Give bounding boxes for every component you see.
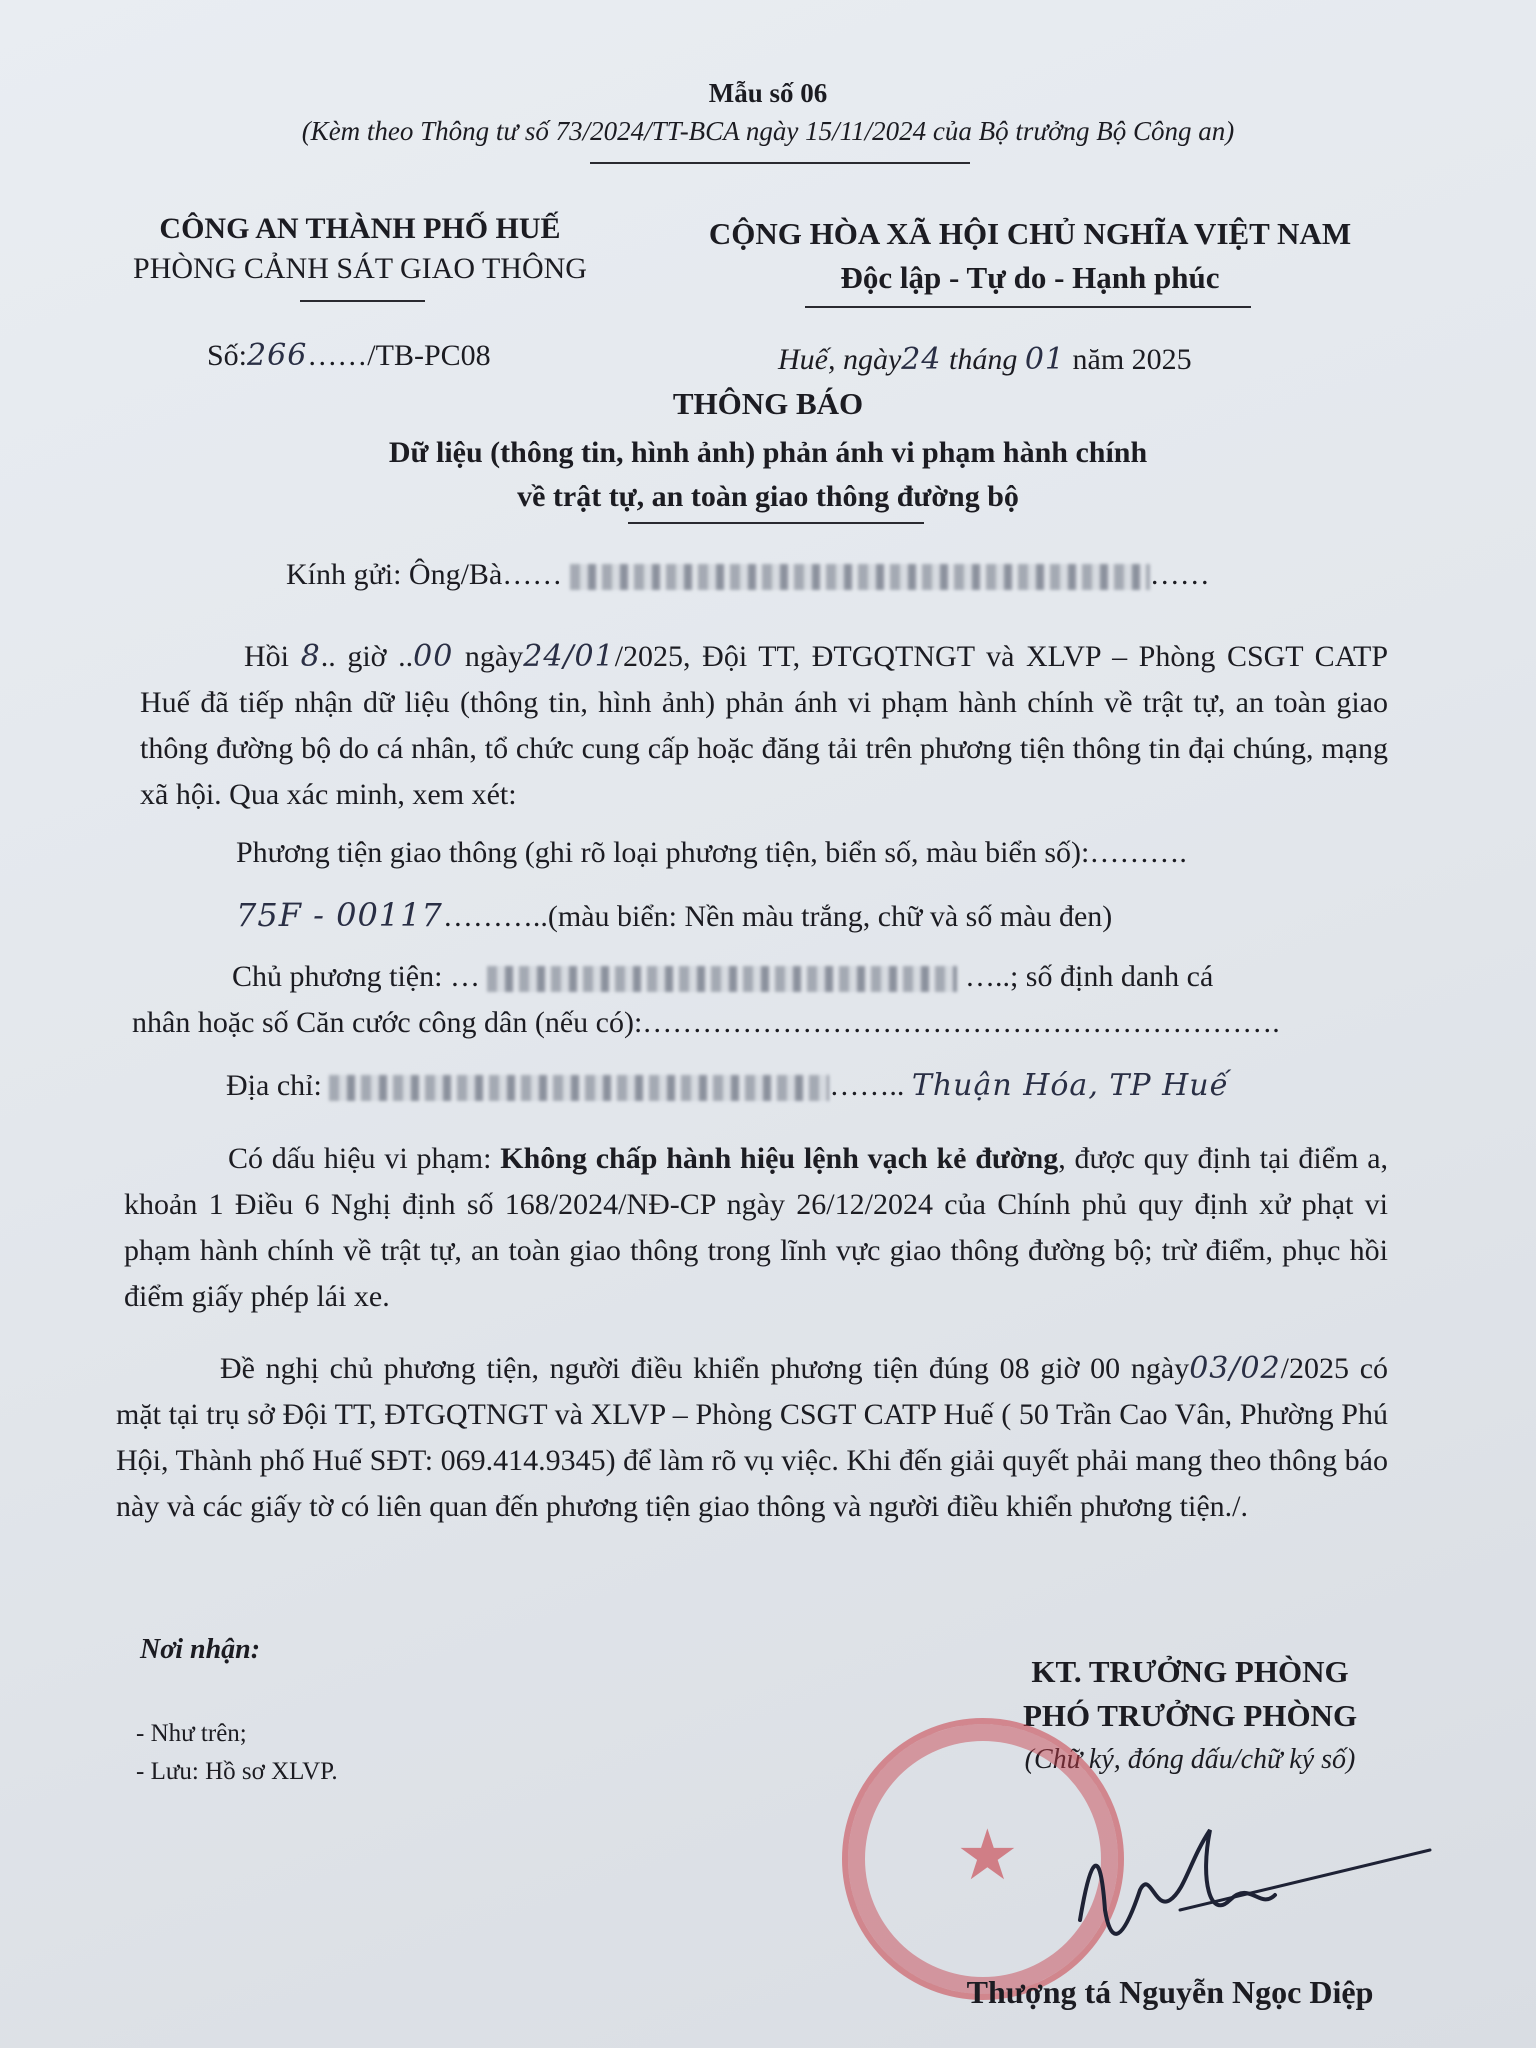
- doc-number-code: /TB-PC08: [367, 339, 491, 372]
- doc-date: [778, 342, 1192, 377]
- agency-underline: [300, 300, 425, 302]
- report-text: /2025, Đội TT, ĐTGQTNGT và XLVP – Phòng CSGT CATP Huế đã tiếp nhận dữ liệu (thông tin, hình ảnh) phản ánh vi phạm hành chính về trật tự, an toàn giao thông đường bộ do cá nhân, tổ chức cung cấp hoặc đăng tải trên phương tiện thông tin đại chúng, mạng xã hội. Qua xác minh, xem xét:: [140, 640, 1389, 811]
- form-note-underline: [590, 162, 970, 164]
- report-ngay: ngày: [464, 640, 524, 673]
- report-hour: 8: [300, 639, 321, 674]
- paragraph-report: Hồi 8.. giờ ..00 ngày24/01/2025, Đội TT, ĐTGQTNGT và XLVP – Phòng CSGT CATP Huế đã tiếp nhận dữ liệu (thông tin, hình ảnh) phản ánh vi phạm hành chính về trật tự, an toàn giao thông đường bộ do cá nhân, tổ chức cung cấp hoặc đăng tải trên phương tiện thông tin đại chúng, mạng xã hội. Qua xác minh, xem xét:: [140, 639, 1389, 811]
- owner-id-label-2: nhân hoặc số Căn cước công dân (nếu có):: [132, 1006, 643, 1039]
- date-month: 01: [1024, 342, 1066, 377]
- owner-line: Chủ phương tiện: … …..; số định danh cá: [232, 960, 1214, 993]
- date-day: 24: [901, 342, 942, 377]
- paragraph-request: [116, 1346, 1388, 1530]
- owner-name-redacted: [487, 966, 957, 992]
- doc-number-suffix: ……: [307, 339, 368, 372]
- plate-line: 75F - 00117………..(màu biển: Nền màu trắng, chữ và số màu đen): [236, 896, 1113, 934]
- nation-underline: [805, 306, 1251, 308]
- recipients-item-1: - Như trên;: [136, 1720, 247, 1747]
- request-ngay: ngày: [1130, 1352, 1190, 1385]
- report-hoi: Hồi: [244, 640, 289, 673]
- doc-number-prefix: Số:: [207, 339, 248, 372]
- form-title: Mẫu số 06: [708, 78, 828, 108]
- signer-name: Thượng tá Nguyễn Ngọc Diệp: [966, 1974, 1374, 2010]
- violation-label: Có dấu hiệu vi phạm:: [228, 1142, 492, 1175]
- address-label: Địa chỉ:: [226, 1069, 322, 1102]
- recipients-title: Nơi nhận:: [140, 1634, 261, 1665]
- doc-subtitle-1: Dữ liệu (thông tin, hình ảnh) phản ánh vi phạm hành chính: [388, 436, 1148, 469]
- doc-number-value: 266: [247, 338, 308, 373]
- vehicle-label: Phương tiện giao thông (ghi rõ loại phương tiện, biển số, màu biển số):: [236, 836, 1090, 869]
- request-start: Đề nghị chủ phương tiện, người điều khiển phương tiện đúng 08 giờ 00: [220, 1352, 1121, 1385]
- recipient-label: Kính gửi: Ông/Bà: [286, 558, 503, 591]
- violation-text: Không chấp hành hiệu lệnh vạch kẻ đường: [500, 1142, 1059, 1175]
- report-gio: giờ: [347, 640, 387, 673]
- report-date: 24/01: [523, 639, 615, 674]
- agency-department: PHÒNG CẢNH SÁT GIAO THÔNG: [133, 252, 587, 285]
- owner-label: Chủ phương tiện:: [232, 960, 443, 993]
- owner-id-line: nhân hoặc số Căn cước công dân (nếu có):……………………………………………………….: [132, 1006, 1280, 1039]
- doc-subtitle-2: về trật tự, an toàn giao thông đường bộ: [517, 480, 1019, 513]
- request-text: /2025 có mặt tại trụ sở Đội TT, ĐTGQTNGT và XLVP – Phòng CSGT CATP Huế ( 50 Trần Cao Vân, Phường Phú Hội, Thành phố Huế SĐT: 069.414.9345) để làm rõ vụ việc. Khi đến giải quyết phải mang theo thông báo này và các giấy tờ có liên quan đến phương tiện giao thông và người điều khiển phương tiện./.: [116, 1352, 1389, 1523]
- doc-title: THÔNG BÁO: [672, 386, 864, 421]
- doc-number: [207, 338, 491, 373]
- plate-number: 75F - 00117: [236, 896, 443, 934]
- vehicle-line: Phương tiện giao thông (ghi rõ loại phương tiện, biển số, màu biển số):……….: [236, 836, 1187, 869]
- form-note: (Kèm theo Thông tư số 73/2024/TT-BCA ngày 15/11/2024 của Bộ trưởng Bộ Công an): [301, 116, 1235, 146]
- recipients-item-2: - Lưu: Hồ sơ XLVP.: [136, 1758, 338, 1785]
- agency-name: CÔNG AN THÀNH PHỐ HUẾ: [159, 212, 561, 245]
- nation-motto: Độc lập - Tự do - Hạnh phúc: [840, 260, 1220, 295]
- report-minute: 00: [413, 639, 454, 674]
- nation-name: CỘNG HÒA XÃ HỘI CHỦ NGHĨA VIỆT NAM: [708, 216, 1352, 251]
- violation-detail: , được quy định tại điểm a, khoản 1 Điều 6 Nghị định số 168/2024/NĐ-CP ngày 26/12/2024 của Chính phủ quy định xử phạt vi phạm hành chính về trật tự, an toàn giao thông trong lĩnh vực giao thông đường bộ; trừ điểm, phục hồi điểm giấy phép lái xe.: [124, 1142, 1389, 1313]
- address-handwritten: Thuận Hóa, TP Huế: [911, 1068, 1230, 1103]
- doc-title-underline: [628, 522, 924, 524]
- paragraph-violation: [124, 1136, 1388, 1320]
- recipient-name-redacted: [570, 564, 1150, 590]
- signature-title-2: PHÓ TRƯỞNG PHÒNG: [1022, 1698, 1358, 1733]
- date-year: năm 2025: [1072, 343, 1192, 376]
- stamp-star-icon: ★: [956, 1818, 1019, 1895]
- address-redacted: [329, 1075, 829, 1101]
- plate-color: (màu biển: Nền màu trắng, chữ và số màu đen): [547, 900, 1113, 933]
- recipient-line: Kính gửi: Ông/Bà…… ……: [286, 558, 1210, 591]
- date-place: Huế, ngày: [778, 343, 902, 376]
- date-month-label: tháng: [948, 343, 1018, 376]
- signature-title-1: KT. TRƯỞNG PHÒNG: [1031, 1654, 1349, 1689]
- address-line: Địa chỉ: …….. Thuận Hóa, TP Huế: [226, 1068, 1230, 1103]
- signature-note: (Chữ ký, đóng dấu/chữ ký số): [1024, 1744, 1356, 1775]
- owner-id-label: ; số định danh cá: [1009, 960, 1214, 993]
- handwritten-signature: [1060, 1800, 1440, 1960]
- request-date: 03/02: [1189, 1351, 1281, 1386]
